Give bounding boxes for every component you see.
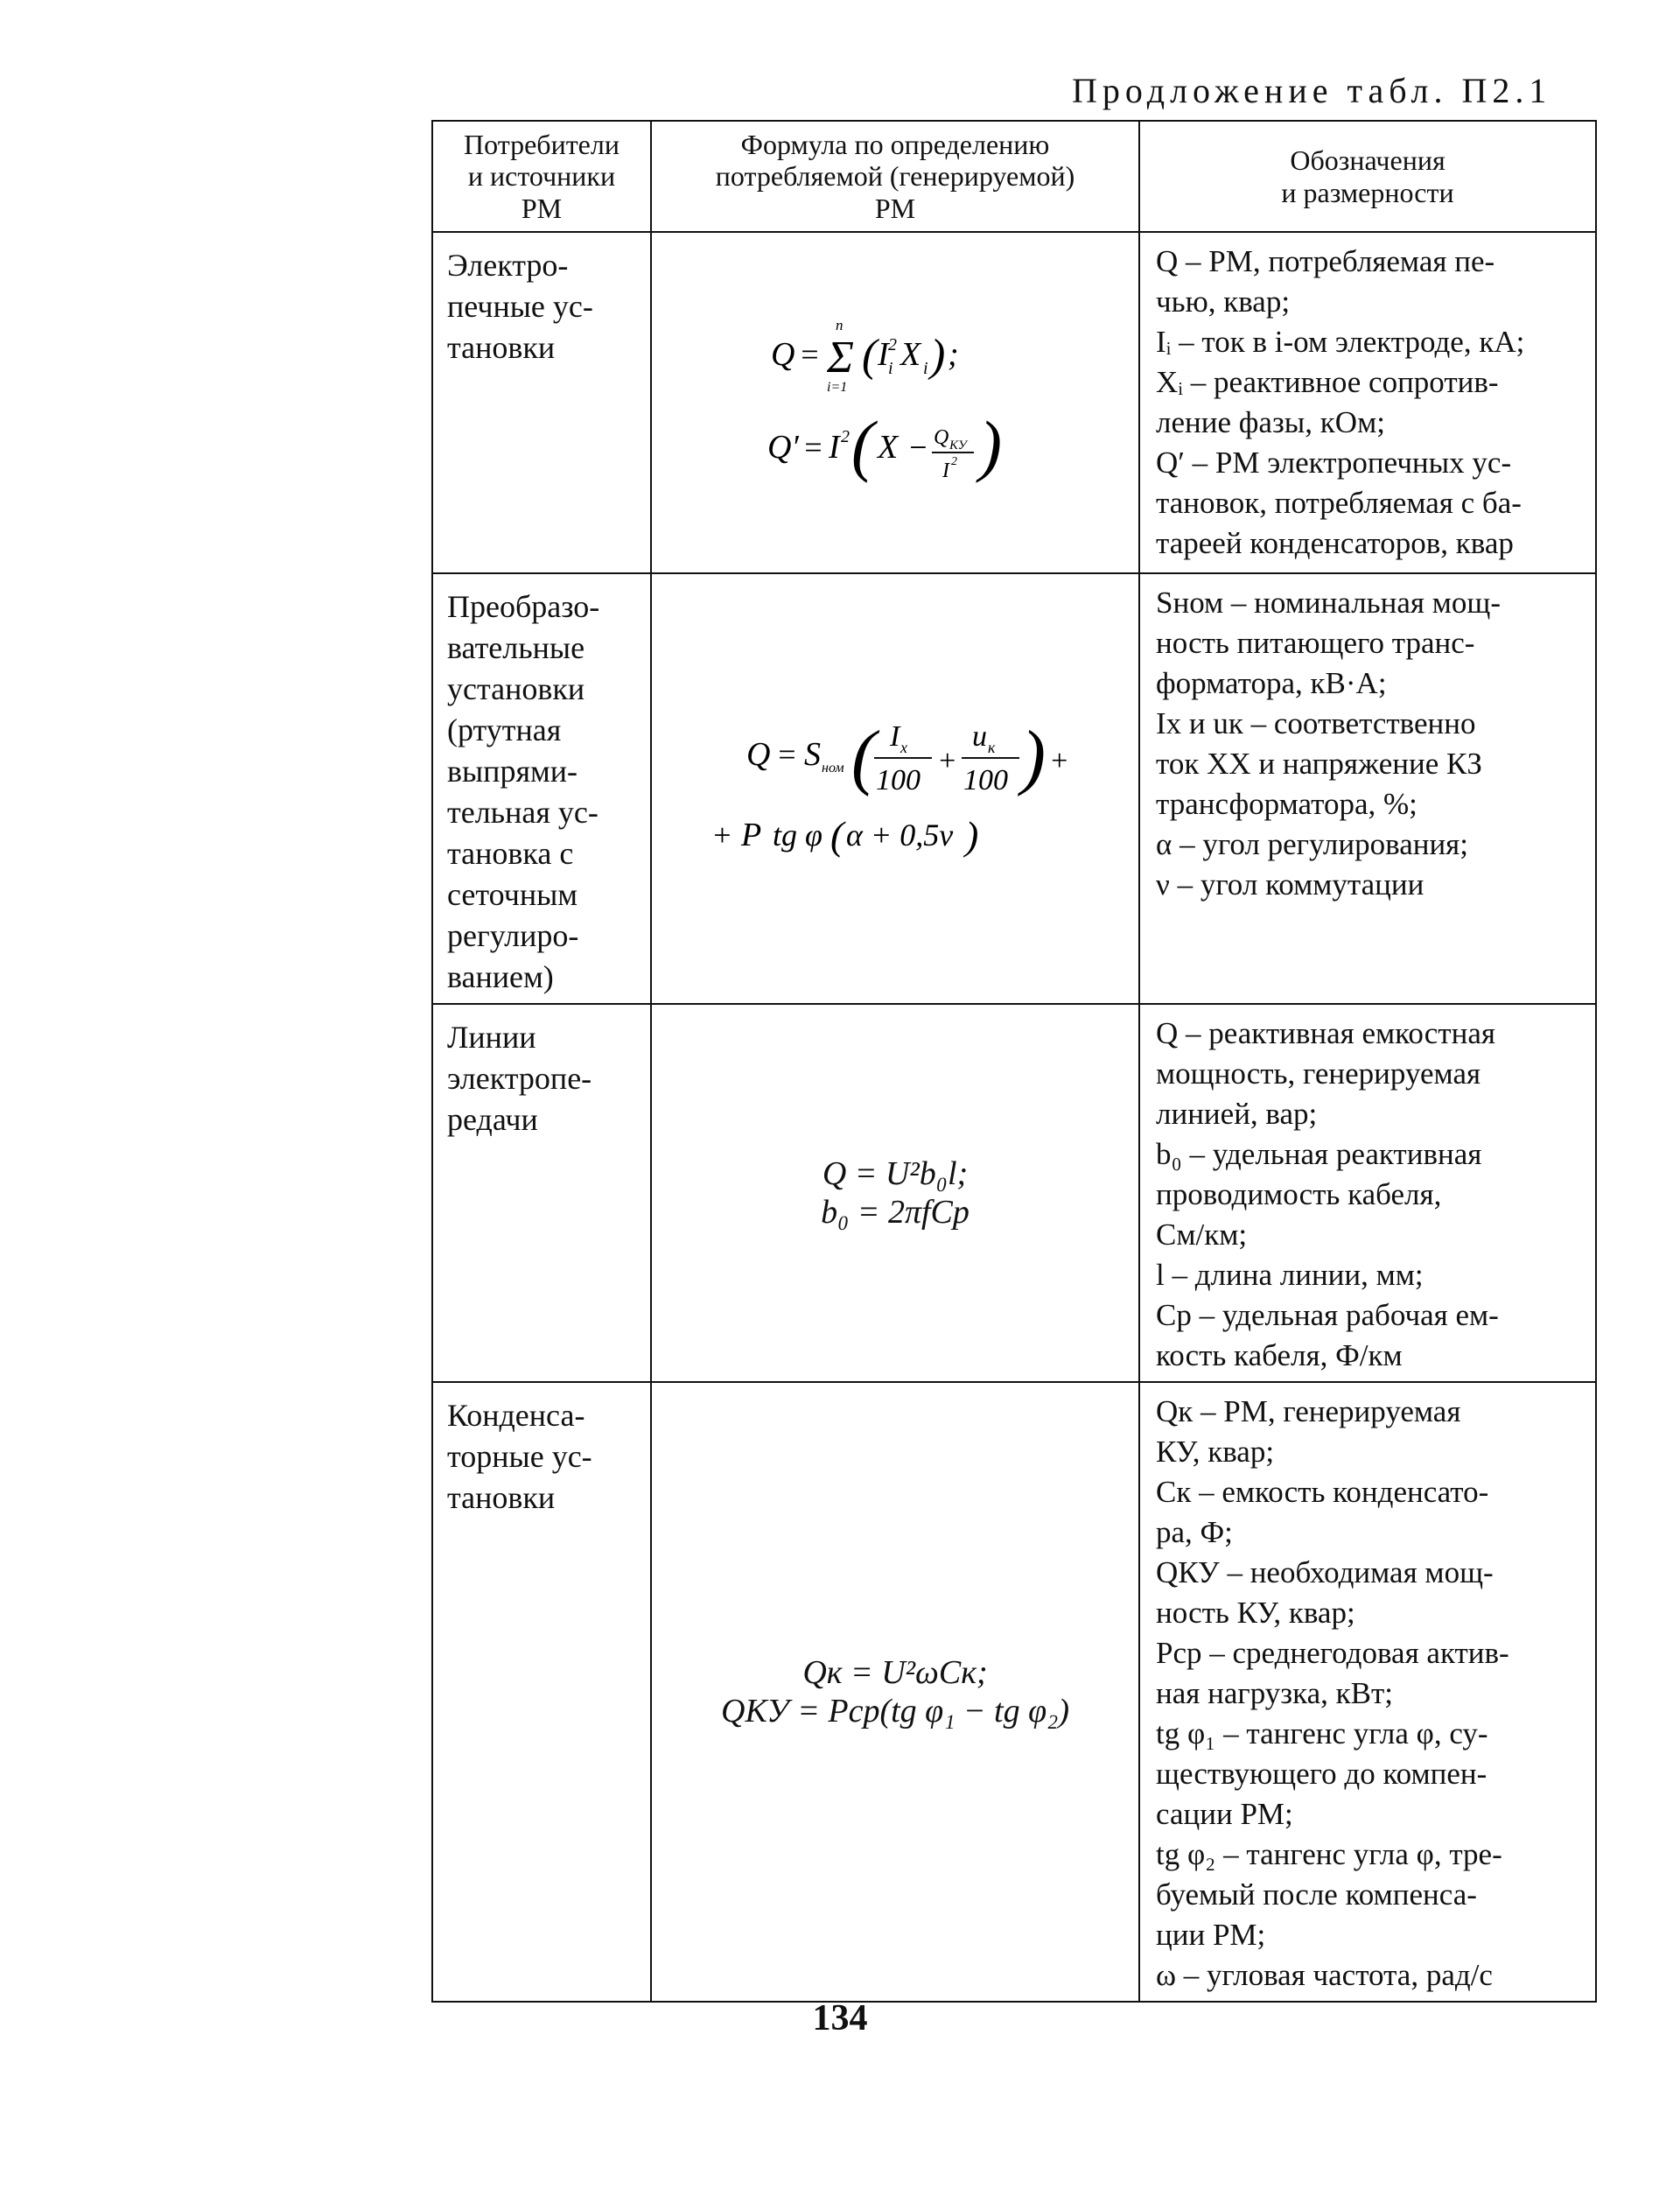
svg-text:u: u (972, 720, 987, 753)
header-line: и размерности (1281, 176, 1454, 208)
description-line: Q – РМ, потребляемая пе- (1156, 244, 1495, 278)
svg-text:−: − (907, 430, 929, 465)
description-line: ω – угловая частота, рад/с (1156, 1958, 1493, 1992)
consumer-line: тановка с (447, 836, 574, 871)
furnace-formula (764, 302, 1026, 495)
svg-text:(: ( (851, 716, 876, 797)
header-line: Обозначения (1290, 144, 1446, 177)
description-line: tg φ₁ – тангенс угла φ, су- (1156, 1716, 1488, 1750)
svg-text:=: = (799, 337, 821, 372)
table-caption: Продложение табл. П2.1 (1072, 71, 1552, 110)
description-line: тареей конденсаторов, квар (1156, 526, 1514, 560)
header-notation (1139, 121, 1596, 232)
description-line: ток ХХ и напряжение КЗ (1156, 747, 1482, 781)
formula-cell (651, 232, 1139, 573)
svg-text:Q: Q (746, 736, 771, 773)
consumer-line: тановки (447, 330, 556, 365)
consumer-line: выпрями- (447, 754, 578, 789)
header-consumers (432, 121, 651, 232)
header-line: потребляемой (генерируемой) (715, 160, 1075, 193)
svg-text:Σ: Σ (827, 333, 854, 382)
description-line: l – длина линии, мм; (1156, 1258, 1424, 1292)
svg-text:Q′: Q′ (767, 429, 799, 466)
description-line: кость кабеля, Ф/км (1156, 1338, 1403, 1372)
header-line: и источники (467, 160, 616, 193)
svg-text:=: = (802, 430, 824, 465)
consumer-line: Электро- (447, 248, 569, 283)
consumer-line: печные ус- (447, 289, 593, 324)
consumer-line: вательные (447, 630, 585, 665)
description-line: Pср – среднегодовая актив- (1156, 1636, 1509, 1670)
sum-lower-limit: i=1 (827, 380, 848, 395)
header-row (432, 121, 1596, 232)
powerline-formula (821, 1154, 970, 1231)
formula-line: Qк = U²ωCк; (802, 1654, 988, 1691)
svg-text:X: X (878, 429, 899, 466)
formula-line: b₀ = 2πfCр (821, 1194, 970, 1231)
svg-text:I: I (942, 460, 949, 482)
consumer-line: регулиро- (447, 918, 579, 953)
description-line: Sном – номинальная мощ- (1156, 586, 1501, 620)
capacitor-formula (721, 1653, 1069, 1730)
svg-text:100: 100 (876, 764, 920, 796)
description-line: Cр – удельная рабочая ем- (1156, 1298, 1499, 1332)
description-line: ν – угол коммутации (1156, 867, 1424, 902)
formula-line: QКУ = Pср(tg φ₁ − tg φ₂) (721, 1693, 1069, 1729)
svg-text:=: = (776, 737, 798, 772)
header-line: РМ (521, 192, 563, 224)
svg-text:+: + (1049, 745, 1069, 777)
consumer-line: тановки (447, 1480, 556, 1515)
description-line: ность КУ, квар; (1156, 1596, 1355, 1630)
description-line: КУ, квар; (1156, 1435, 1275, 1469)
svg-text:(: ( (851, 407, 874, 483)
consumer-cell (432, 573, 651, 1004)
description-line: Cк – емкость конденсато- (1156, 1475, 1489, 1509)
svg-text:Q: Q (934, 426, 949, 449)
description-line: проводимость кабеля, (1156, 1177, 1442, 1211)
header-formula (651, 121, 1139, 232)
formula-table (431, 120, 1597, 2003)
description-line: Qк – РМ, генерируемая (1156, 1394, 1461, 1428)
svg-text:ном: ном (822, 761, 844, 775)
consumer-cell (432, 1004, 651, 1382)
svg-text:α + 0,5ν: α + 0,5ν (846, 817, 954, 852)
description-line: См/км; (1156, 1217, 1248, 1252)
consumer-line: установки (447, 671, 585, 706)
svg-text:+: + (937, 745, 957, 777)
table-row (432, 573, 1596, 1004)
formula-cell (651, 1382, 1139, 2002)
description-line: tg φ₂ – тангенс угла φ, тре- (1156, 1837, 1502, 1871)
description-cell (1139, 232, 1596, 573)
consumer-line: Линии (447, 1020, 536, 1055)
header-line: Потребители (464, 128, 620, 160)
svg-text:S: S (804, 736, 821, 773)
consumer-cell (432, 1382, 651, 2002)
description-line: форматора, кВ·А; (1156, 666, 1387, 700)
description-cell (1139, 1382, 1596, 2002)
consumer-line: ванием) (447, 959, 554, 994)
page-number: 134 (812, 1998, 868, 2038)
description-line: QКУ – необходимая мощ- (1156, 1555, 1494, 1589)
description-line: ная нагрузка, кВт; (1156, 1676, 1393, 1710)
description-cell (1139, 573, 1596, 1004)
description-line: ность питающего транс- (1156, 626, 1475, 660)
description-line: Xᵢ – реактивное сопротив- (1156, 365, 1499, 399)
svg-text:I: I (829, 429, 840, 466)
consumer-cell (432, 232, 651, 573)
consumer-line: торные ус- (447, 1439, 592, 1474)
svg-text:): ) (979, 407, 1002, 483)
svg-text:(: ( (830, 813, 844, 858)
description-line: чью, квар; (1156, 284, 1291, 319)
svg-text:I: I (878, 336, 889, 373)
description-line: линией, вар; (1156, 1097, 1318, 1131)
description-line: ление фазы, кОм; (1156, 405, 1385, 439)
formula-cell (651, 573, 1139, 1004)
description-line: Q′ – РМ электропечных ус- (1156, 446, 1512, 480)
description-line: Ix и uк – соответственно (1156, 706, 1476, 740)
svg-text:2: 2 (951, 455, 957, 468)
header-line: Формула по определению (740, 128, 1050, 160)
svg-text:100: 100 (963, 764, 1008, 796)
svg-text:): ) (965, 813, 979, 858)
description-line: ра, Ф; (1156, 1515, 1233, 1549)
description-line: тановок, потребляемая с ба- (1156, 486, 1522, 520)
consumer-line: электропе- (447, 1061, 592, 1096)
svg-text:tg φ: tg φ (773, 817, 822, 852)
svg-text:КУ: КУ (949, 439, 967, 453)
converter-formula (703, 697, 1088, 872)
consumer-line: сеточным (447, 877, 578, 912)
formula-cell (651, 1004, 1139, 1382)
svg-text:X: X (900, 336, 921, 373)
svg-text:i: i (923, 359, 928, 378)
svg-text:(: ( (862, 331, 878, 381)
svg-text:i: i (888, 359, 893, 378)
svg-text:Q: Q (771, 336, 795, 373)
svg-text:к: к (988, 739, 996, 756)
description-line: сации РМ; (1156, 1797, 1293, 1831)
svg-text:): ) (930, 331, 946, 381)
table-row (432, 232, 1596, 573)
description-line: ции РМ; (1156, 1918, 1266, 1952)
svg-text:+: + (711, 817, 733, 852)
description-line: ществующего до компен- (1156, 1757, 1488, 1791)
svg-text:x: x (900, 739, 907, 756)
svg-text:P: P (741, 817, 762, 853)
consumer-line: Преобразо- (447, 589, 600, 624)
header-line: РМ (874, 192, 916, 224)
consumer-line: (ртутная (447, 712, 562, 747)
svg-text:): ) (1021, 716, 1046, 797)
consumer-line: редачи (447, 1102, 538, 1137)
table-row (432, 1004, 1596, 1382)
description-line: мощность, генерируемая (1156, 1056, 1481, 1091)
table-row (432, 1382, 1596, 2002)
description-line: b₀ – удельная реактивная (1156, 1137, 1482, 1171)
description-line: буемый после компенса- (1156, 1877, 1477, 1912)
consumer-line: Конденса- (447, 1398, 585, 1433)
description-line: α – угол регулирования; (1156, 827, 1469, 861)
description-line: Iᵢ – ток в i-ом электроде, кА; (1156, 325, 1525, 359)
description-cell (1139, 1004, 1596, 1382)
svg-text:I: I (890, 720, 900, 753)
svg-text:;: ; (948, 336, 959, 373)
consumer-line: тельная ус- (447, 795, 598, 830)
formula-line: Q = U²b₀l; (822, 1155, 969, 1192)
svg-text:2: 2 (888, 335, 897, 354)
description-line: Q – реактивная емкостная (1156, 1016, 1495, 1050)
sum-upper-limit: n (836, 317, 844, 333)
svg-text:2: 2 (841, 427, 850, 446)
description-line: трансформатора, %; (1156, 787, 1418, 821)
